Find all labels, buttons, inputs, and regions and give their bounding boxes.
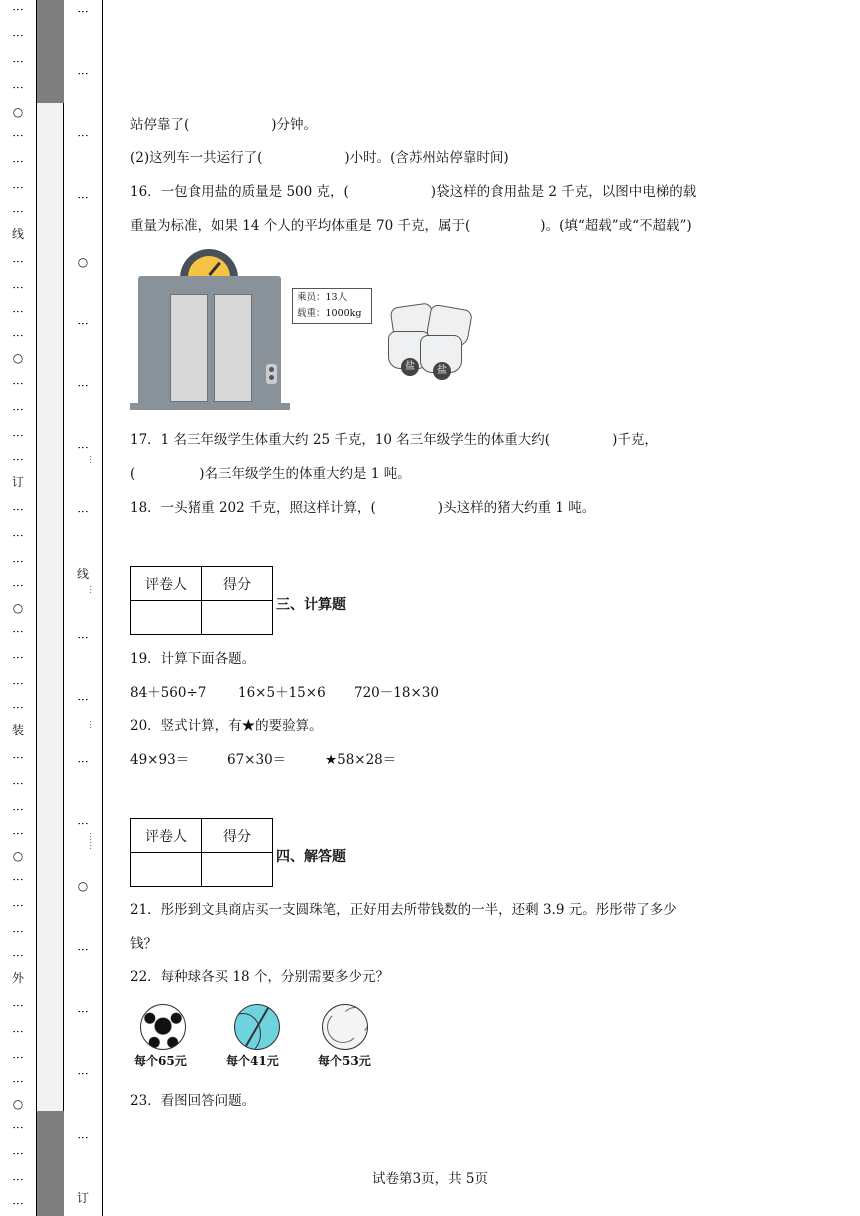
- binding-dots: ⋮: [11, 804, 25, 814]
- binding-dots: ⋮: [11, 454, 25, 464]
- binding-dots: ⋮: [76, 694, 90, 704]
- binding-dots: ⋮: [76, 632, 90, 642]
- binding-label: 订: [76, 1191, 90, 1205]
- question-17-line1: 17．1 名三年级学生体重大约 25 千克，10 名三年级学生的体重大约( )千克，: [130, 432, 658, 448]
- q20-expression: 49×93＝: [130, 752, 190, 768]
- question-22: 22．每种球各买 18 个，分别需要多少元？: [130, 969, 389, 985]
- binding-dots: ⋮: [76, 6, 90, 16]
- binding-dots: ⋮: [11, 900, 25, 910]
- question-23: 23．看图回答问题。: [130, 1093, 256, 1109]
- gray-note: …: [87, 720, 97, 729]
- binding-dots: ⋮: [11, 404, 25, 414]
- binding-dots: ⋮: [11, 926, 25, 936]
- grader-header: 评卷人: [131, 819, 202, 853]
- binding-label: 外: [11, 971, 25, 985]
- binding-dots: ⋮: [11, 556, 25, 566]
- binding-label: 线: [11, 227, 25, 241]
- score-table-section4: [130, 818, 273, 887]
- binding-dots: ⋮: [11, 950, 25, 960]
- binding-dots: ⋮: [11, 1000, 25, 1010]
- volleyball-icon: [322, 1004, 368, 1050]
- binding-dots: ⋮: [11, 874, 25, 884]
- binding-label: 线: [76, 567, 90, 581]
- binding-circle-icon: ○: [12, 1097, 24, 1111]
- binding-dots: ⋮: [11, 1122, 25, 1132]
- binding-margin-gray: [37, 0, 97, 1216]
- grader-cell[interactable]: [131, 853, 202, 887]
- gray-note: …: [87, 455, 97, 464]
- binding-circle-icon: ○: [12, 105, 24, 119]
- binding-dots: ⋮: [11, 702, 25, 712]
- volleyball-price: 每个53元: [318, 1054, 371, 1068]
- binding-dots: ⋮: [11, 778, 25, 788]
- binding-dots: ⋮: [11, 1198, 25, 1208]
- question-20: 20．竖式计算，有★的要验算。: [130, 718, 323, 734]
- binding-dots: ⋮: [11, 56, 25, 66]
- binding-dots: ⋮: [11, 1174, 25, 1184]
- binding-dots: ⋮: [11, 306, 25, 316]
- binding-circle-icon: ○: [12, 849, 24, 863]
- q19-expression: 16×5＋15×6: [238, 685, 326, 701]
- question-21-line2: 钱？: [130, 936, 157, 952]
- binding-margin-outer: [0, 0, 37, 1216]
- binding-circle-icon: ○: [77, 879, 89, 893]
- binding-label: 订: [11, 475, 25, 489]
- binding-dots: ⋮: [76, 506, 90, 516]
- binding-dots: ⋮: [11, 30, 25, 40]
- binding-dots: ⋮: [11, 130, 25, 140]
- binding-dots: ⋮: [76, 818, 90, 828]
- basketball-price: 每个41元: [226, 1054, 279, 1068]
- binding-dots: ⋮: [11, 1148, 25, 1158]
- binding-dots: ⋮: [76, 944, 90, 954]
- binding-dots: ⋮: [76, 442, 90, 452]
- q20-expression: ★58×28＝: [325, 752, 397, 768]
- score-header: 得分: [202, 819, 273, 853]
- score-header: 得分: [202, 567, 273, 601]
- binding-dots: ⋮: [11, 752, 25, 762]
- question-16-line2: 重量为标准，如果 14 个人的平均体重是 70 千克，属于( )。(填“超载”或“不超载”): [130, 218, 692, 234]
- margin-gray-block-top: [37, 0, 64, 103]
- binding-dots: ⋮: [11, 626, 25, 636]
- binding-dots: ⋮: [11, 678, 25, 688]
- elevator-figure: [130, 243, 500, 415]
- binding-circle-icon: ○: [12, 351, 24, 365]
- page-footer: 试卷第3页，共 5页: [372, 1171, 488, 1187]
- binding-dots: ⋮: [76, 1068, 90, 1078]
- question-21-line1: 21．彤彤到文具商店买一支圆珠笔，正好用去所带钱数的一半，还剩 3.9 元。彤彤带了多少: [130, 902, 677, 918]
- binding-dots: ⋮: [11, 1052, 25, 1062]
- elevator-floor: [130, 403, 290, 410]
- q20-expression: 67×30＝: [227, 752, 287, 768]
- binding-dots: ⋮: [11, 652, 25, 662]
- basketball-icon: [234, 1004, 280, 1050]
- binding-dots: ⋮: [11, 530, 25, 540]
- binding-dots: ⋮: [76, 1132, 90, 1142]
- binding-dots: ⋮: [11, 1026, 25, 1036]
- binding-dots: ⋮: [11, 182, 25, 192]
- binding-dots: ⋮: [11, 330, 25, 340]
- binding-dots: ⋮: [11, 206, 25, 216]
- binding-dots: ⋮: [76, 318, 90, 328]
- score-cell[interactable]: [202, 601, 273, 635]
- binding-dots: ⋮: [11, 430, 25, 440]
- binding-dots: ⋮: [76, 380, 90, 390]
- binding-margin-inner: [64, 0, 103, 1216]
- q15-continuation: 站停靠了( )分钟。: [130, 117, 318, 133]
- question-16-line1: 16．一包食用盐的质量是 500 克，( )袋这样的食用盐是 2 千克，以图中电梯的载: [130, 184, 697, 200]
- q19-expression: 720－18×30: [354, 685, 439, 701]
- margin-gray-block-bottom: [37, 1111, 64, 1216]
- binding-dots: ⋮: [11, 256, 25, 266]
- q15-part2: (2)这列车一共运行了( )小时。(含苏州站停靠时间): [130, 150, 509, 166]
- binding-dots: ⋮: [11, 828, 25, 838]
- binding-circle-icon: ○: [12, 601, 24, 615]
- binding-dots: ⋮: [11, 1076, 25, 1086]
- load-capacity: 载重：1000kg: [297, 308, 362, 319]
- score-table-section3: [130, 566, 273, 635]
- elevator-capacity-box: [292, 288, 372, 324]
- gray-note: ……: [87, 832, 97, 850]
- score-cell[interactable]: [202, 853, 273, 887]
- binding-dots: ⋮: [76, 130, 90, 140]
- binding-label: 装: [11, 723, 25, 737]
- salt-bag-icon: 盐: [420, 335, 462, 373]
- binding-dots: ⋮: [11, 504, 25, 514]
- salt-bag-icon: 盐: [388, 331, 430, 369]
- grader-cell[interactable]: [131, 601, 202, 635]
- section-title-word-problems: 四、解答题: [276, 849, 346, 865]
- binding-dots: ⋮: [11, 580, 25, 590]
- q19-expression: 84＋560÷7: [130, 685, 207, 701]
- binding-dots: ⋮: [11, 378, 25, 388]
- binding-dots: ⋮: [11, 156, 25, 166]
- binding-dots: ⋮: [11, 4, 25, 14]
- binding-dots: ⋮: [76, 68, 90, 78]
- binding-dots: ⋮: [76, 192, 90, 202]
- binding-dots: ⋮: [11, 282, 25, 292]
- soccer-ball-icon: [140, 1004, 186, 1050]
- binding-dots: ⋮: [76, 756, 90, 766]
- grader-header: 评卷人: [131, 567, 202, 601]
- binding-circle-icon: ○: [77, 255, 89, 269]
- soccer-price: 每个65元: [134, 1054, 187, 1068]
- binding-dots: ⋮: [76, 1006, 90, 1016]
- question-19: 19．计算下面各题。: [130, 651, 256, 667]
- elevator-icon: [138, 276, 281, 406]
- question-17-line2: ( )名三年级学生的体重大约是 1 吨。: [130, 466, 411, 482]
- section-title-calculation: 三、计算题: [276, 597, 346, 613]
- gray-note: …: [87, 585, 97, 594]
- question-18: 18．一头猪重 202 千克，照这样计算，( )头这样的猪大约重 1 吨。: [130, 500, 596, 516]
- binding-dots: ⋮: [11, 82, 25, 92]
- passenger-capacity: 乘员：13人: [297, 292, 348, 303]
